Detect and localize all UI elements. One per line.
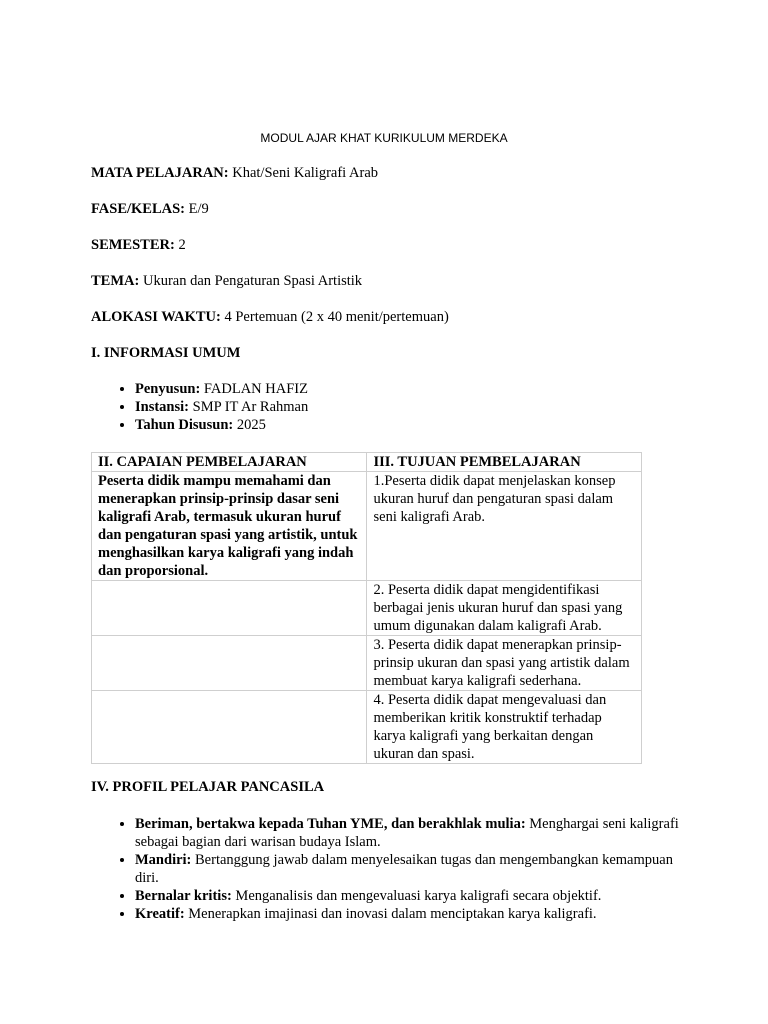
informasi-umum-list	[91, 380, 695, 434]
empty-cell	[92, 636, 367, 691]
list-item	[135, 380, 695, 398]
empty-cell	[92, 691, 367, 764]
field-mata-pelajaran	[91, 165, 378, 182]
field-value: E/9	[188, 201, 209, 217]
item-label: Instansi:	[135, 399, 189, 415]
capaian-cell: Peserta didik mampu memahami dan menerapkan prinsip-prinsip dasar seni kaligrafi Arab, termasuk ukuran huruf dan pengaturan spasi yang artistik, untuk menghasilkan karya kaligrafi yang indah dan proporsional.	[92, 472, 367, 581]
item-label: Kreatif:	[135, 906, 185, 922]
field-value: Khat/Seni Kaligrafi Arab	[232, 165, 378, 181]
field-value: Ukuran dan Pengaturan Spasi Artistik	[142, 273, 363, 289]
field-label: ALOKASI WAKTU:	[91, 309, 221, 325]
item-value: Menerapkan imajinasi dan inovasi dalam menciptakan karya kaligrafi.	[188, 906, 597, 922]
capaian-tujuan-table	[91, 452, 642, 764]
header-capaian: II. CAPAIAN PEMBELAJARAN	[92, 453, 367, 472]
field-label: SEMESTER:	[91, 237, 175, 253]
profil-pelajar-list	[91, 815, 695, 923]
tujuan-cell: 4. Peserta didik dapat mengevaluasi dan memberikan kritik konstruktif terhadap karya kaligrafi yang berkaitan dengan ukuran dan spasi.	[367, 691, 642, 764]
item-label: Beriman, bertakwa kepada Tuhan YME, dan berakhlak mulia:	[135, 816, 526, 832]
item-value: Menganalisis dan mengevaluasi karya kaligrafi secara objektif.	[235, 888, 602, 904]
item-value: Bertanggung jawab dalam menyelesaikan tugas dan mengembangkan kemampuan diri.	[135, 852, 673, 886]
empty-cell	[92, 581, 367, 636]
field-fase-kelas	[91, 201, 209, 218]
item-label: Tahun Disusun:	[135, 417, 234, 433]
field-tema	[91, 273, 362, 290]
item-value: SMP IT Ar Rahman	[192, 399, 309, 415]
item-label: Penyusun:	[135, 381, 201, 397]
header-tujuan: III. TUJUAN PEMBELAJARAN	[367, 453, 642, 472]
field-label: FASE/KELAS:	[91, 201, 186, 217]
field-semester	[91, 237, 186, 254]
list-item	[135, 851, 695, 887]
table-row	[92, 472, 642, 581]
document-title: MODUL AJAR KHAT KURIKULUM MERDEKA	[260, 131, 508, 145]
item-value: 2025	[236, 417, 266, 433]
tujuan-cell: 1.Peserta didik dapat menjelaskan konsep ukuran huruf dan pengaturan spasi dalam seni kaligrafi Arab.	[367, 472, 642, 581]
tujuan-cell: 3. Peserta didik dapat menerapkan prinsip-prinsip ukuran dan spasi yang artistik dalam membuat karya kaligrafi sederhana.	[367, 636, 642, 691]
item-label: Mandiri:	[135, 852, 192, 868]
table-row	[92, 691, 642, 764]
field-alokasi-waktu	[91, 309, 449, 326]
field-value: 4 Pertemuan (2 x 40 menit/pertemuan)	[224, 309, 449, 325]
field-label: TEMA:	[91, 273, 140, 289]
list-item	[135, 905, 695, 923]
list-item	[135, 416, 695, 434]
section-heading-profil-pelajar: IV. PROFIL PELAJAR PANCASILA	[91, 779, 325, 795]
list-item	[135, 887, 695, 905]
table-row	[92, 581, 642, 636]
item-label: Bernalar kritis:	[135, 888, 232, 904]
table-header-row	[92, 453, 642, 472]
item-value: FADLAN HAFIZ	[203, 381, 308, 397]
section-heading-informasi-umum: I. INFORMASI UMUM	[91, 345, 241, 361]
field-value: 2	[178, 237, 186, 253]
tujuan-cell: 2. Peserta didik dapat mengidentifikasi berbagai jenis ukuran huruf dan spasi yang umum digunakan dalam kaligrafi Arab.	[367, 581, 642, 636]
item-value: Menghargai seni kaligrafi sebagai bagian dari warisan budaya Islam.	[135, 816, 679, 850]
table-row	[92, 636, 642, 691]
list-item	[135, 398, 695, 416]
field-label: MATA PELAJARAN:	[91, 165, 229, 181]
list-item	[135, 815, 695, 851]
